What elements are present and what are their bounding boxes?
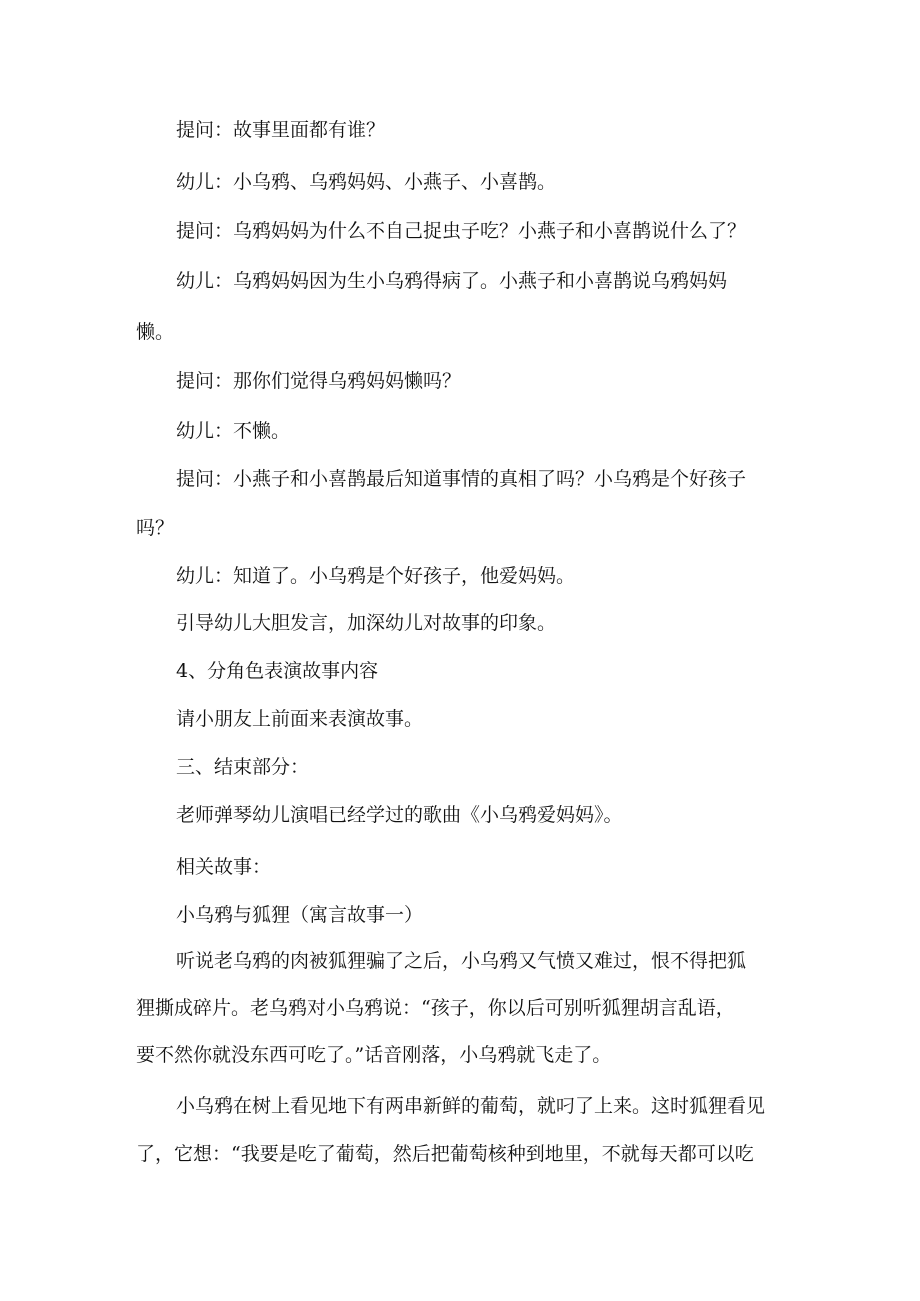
- text-line: 引导幼儿大胆发言，加深幼儿对故事的印象。: [176, 612, 557, 634]
- text-line: 4、分角色表演故事内容: [176, 660, 379, 682]
- text-line: 小乌鸦与狐狸（寓言故事一）: [176, 904, 424, 926]
- text-line: 吗？: [136, 517, 175, 539]
- text-line: 幼儿：不懒。: [176, 420, 291, 442]
- text-line: 幼儿：小乌鸦、乌鸦妈妈、小燕子、小喜鹊。: [176, 171, 557, 193]
- text-line: 了，它想：“我要是吃了葡萄，然后把葡萄核种到地里，不就每天都可以吃: [136, 1143, 754, 1165]
- text-line: 幼儿：知道了。小乌鸦是个好孩子，他爱妈妈。: [176, 565, 576, 587]
- text-line: 要不然你就没东西可吃了。”话音刚落，小乌鸦就飞走了。: [136, 1044, 612, 1066]
- text-line: 狸撕成碎片。老乌鸦对小乌鸦说：“孩子，你以后可别听狐狸胡言乱语，: [136, 997, 735, 1019]
- text-line: 提问：小燕子和小喜鹊最后知道事情的真相了吗？小乌鸦是个好孩子: [176, 468, 747, 490]
- text-line: 提问：乌鸦妈妈为什么不自己捉虫子吃？小燕子和小喜鹊说什么了？: [176, 220, 747, 242]
- text-line: 相关故事：: [176, 856, 272, 878]
- text-line: 幼儿：乌鸦妈妈因为生小乌鸦得病了。小燕子和小喜鹊说乌鸦妈妈: [176, 270, 728, 292]
- text-line: 三、结束部分：: [176, 756, 310, 778]
- text-line: 听说老乌鸦的肉被狐狸骗了之后，小乌鸦又气愤又难过，恨不得把狐: [176, 950, 747, 972]
- text-line: 小乌鸦在树上看见地下有两串新鲜的葡萄，就叼了上来。这时狐狸看见: [176, 1095, 766, 1117]
- text-line: 懒。: [136, 321, 175, 343]
- text-line: 提问：那你们觉得乌鸦妈妈懒吗？: [176, 370, 462, 392]
- text-line: 提问：故事里面都有谁？: [176, 119, 386, 141]
- text-line: 请小朋友上前面来表演故事。: [176, 708, 424, 730]
- text-line: 老师弹琴幼儿演唱已经学过的歌曲《小乌鸦爱妈妈》。: [176, 804, 623, 826]
